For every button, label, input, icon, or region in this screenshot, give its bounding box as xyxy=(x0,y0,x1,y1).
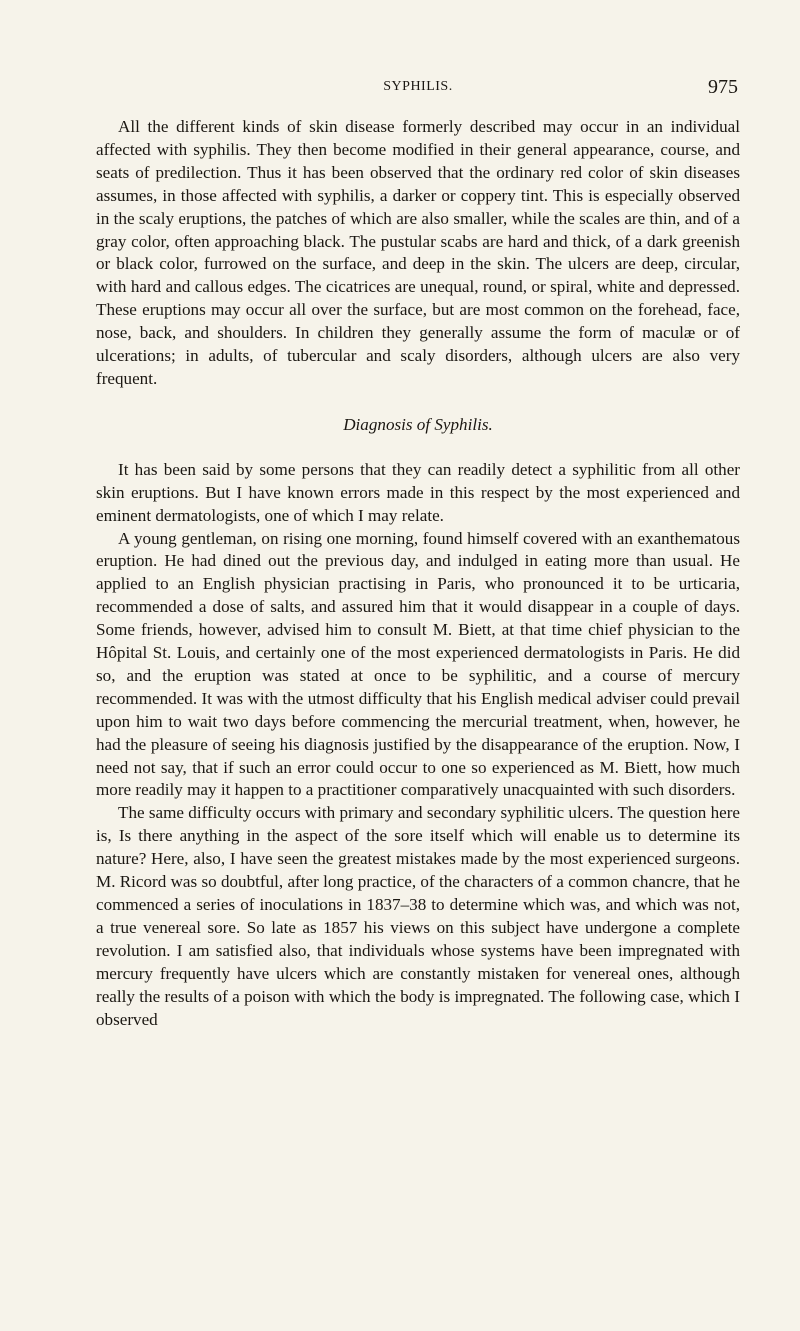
paragraph: It has been said by some persons that they can readily detect a syphilitic from all other skin eruptions. But I have known errors made in this respect by the most experienced and eminent dermatologists, one of which I may relate. xyxy=(96,459,740,525)
body-text xyxy=(96,116,740,1031)
paragraph: All the different kinds of skin disease formerly described may occur in an individual affected with syphilis. They then become modified in their general appearance, course, and seats of predilection. Thus it has been observed that the ordinary red color of skin diseases assumes, in those affected with syphilis, a darker or coppery tint. This is especially observed in the scaly eruptions, the patches of which are also smaller, while the scales are thin, and of a gray color, often approaching black. The pustular scabs are hard and thick, of a dark greenish or black color, furrowed on the surface, and deep in the skin. The ulcers are deep, circular, with hard and callous edges. The cicatrices are unequal, round, or spiral, white and depressed. These eruptions may occur all over the surface, but are most common on the forehead, face, nose, back, and shoulders. In children they generally assume the form of maculæ or of ulcerations; in adults, of tubercular and scaly disorders, although ulcers are also very frequent. xyxy=(96,117,740,388)
section-heading: Diagnosis of Syphilis. xyxy=(343,414,493,434)
running-head xyxy=(98,76,738,100)
running-title: SYPHILIS. xyxy=(383,79,453,94)
paragraph: A young gentleman, on rising one morning, found himself covered with an exanthematous eruption. He had dined out the previous day, and indulged in eating more than usual. He applied to an English physician practising in Paris, who pronounced it to be urticaria, recommended a dose of salts, and assured him that it would disappear in a couple of days. Some friends, however, advised him to consult M. Biett, at that time chief physician to the Hôpital St. Louis, and certainly one of the most experienced dermatologists in Paris. He did so, and the eruption was stated at once to be syphilitic, and a course of mercury recommended. It was with the utmost difficulty that his English medical adviser could prevail upon him to wait two days before commencing the mercurial treatment, when, however, he had the pleasure of seeing his diagnosis justified by the disappearance of the eruption. Now, I need not say, that if such an error could occur to one so experienced as M. Biett, how much more readily may it happen to a practitioner comparatively unacquainted with such disorders. xyxy=(96,528,740,800)
page-number: 975 xyxy=(708,76,738,98)
paragraph: The same difficulty occurs with primary and secondary syphilitic ulcers. The question here is, Is there anything in the aspect of the sore itself which will enable us to determine its nature? Here, also, I have seen the greatest mistakes made by the most experienced surgeons. M. Ricord was so doubtful, after long practice, of the characters of a common chancre, that he commenced a series of inoculations in 1837–38 to determine which was, and which was not, a true venereal sore. So late as 1857 his views on this subject have undergone a complete revolution. I am satisfied also, that individuals whose systems have been impregnated with mercury frequently have ulcers which are constantly mistaken for venereal ones, although really the results of a poison with which the body is impregnated. The following case, which I observed xyxy=(96,803,740,1029)
